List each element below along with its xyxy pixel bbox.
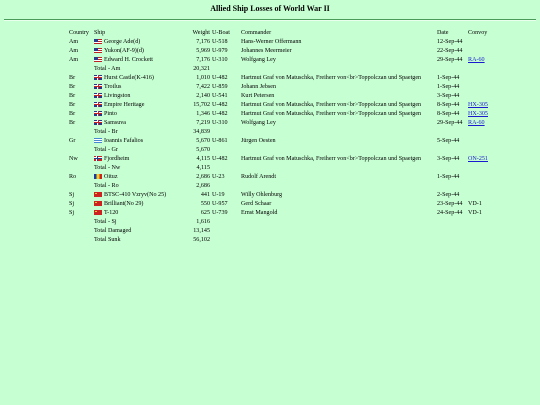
uk-flag-icon [94, 111, 102, 116]
ship-name: Brilliant(No 29) [104, 201, 144, 207]
empty-cell [69, 227, 94, 236]
convoy-link[interactable]: RA-60 [468, 120, 485, 126]
weight-cell: 2,140 [196, 93, 210, 99]
convoy-cell [467, 119, 498, 128]
total-label: Total Damaged [94, 228, 132, 234]
header-convoy: Convoy [468, 30, 488, 36]
ship-cell [94, 173, 174, 182]
commander-cell: Gerd Schaar [241, 201, 272, 207]
commander-cell: Ernst Mangold [241, 210, 278, 216]
country-cell: Br [69, 102, 76, 108]
uk-flag-icon [94, 120, 102, 125]
empty-cell [239, 218, 437, 227]
commander-cell: Wolfgang Ley [241, 57, 276, 63]
empty-cell [210, 182, 239, 191]
weight-cell: 7,422 [196, 84, 210, 90]
table-row [69, 110, 498, 119]
table-row [69, 191, 498, 200]
table-row [69, 200, 498, 209]
header-country: Country [69, 30, 89, 36]
total-weight: 2,686 [196, 183, 210, 189]
uk-flag-icon [94, 102, 102, 107]
header-date: Date [437, 30, 449, 36]
header-weight: Weight [192, 30, 210, 36]
uboat-cell: U-859 [212, 84, 228, 90]
weight-cell: 7,176 [196, 57, 210, 63]
total-row [69, 146, 498, 155]
ship-cell [94, 137, 174, 146]
uboat-cell: U-979 [212, 48, 228, 54]
total-label: Total - Am [94, 66, 121, 72]
us-flag-icon [94, 48, 102, 53]
empty-cell [437, 218, 467, 227]
ship-name: George Ade(d) [104, 39, 141, 45]
uboat-cell: U-518 [212, 39, 228, 45]
uboat-cell: U-310 [212, 120, 228, 126]
commander-cell: Hartmut Graf von Matuschka, Freiherr von<br>Toppolczan und Spaetgen [241, 111, 422, 117]
country-cell: Sj [69, 192, 75, 198]
commander-cell: Hans-Werner Offermann [241, 39, 302, 45]
weight-cell: 4,115 [196, 156, 210, 162]
empty-cell [210, 146, 239, 155]
table-row [69, 92, 498, 101]
uboat-cell: U-957 [212, 201, 228, 207]
empty-cell [69, 146, 94, 155]
country-cell: Br [69, 75, 76, 81]
convoy-cell [467, 56, 498, 65]
total-label: Total - Nw [94, 165, 121, 171]
ship-name: Empire Heritage [104, 102, 145, 108]
empty-cell [467, 128, 498, 137]
uboat-cell: U-19 [212, 192, 225, 198]
weight-cell: 7,219 [196, 120, 210, 126]
weight-cell: 550 [200, 201, 210, 207]
ship-cell [94, 119, 174, 128]
table-row [69, 47, 498, 56]
commander-cell: Willy Ohlenburg [241, 192, 283, 198]
empty-cell [467, 218, 498, 227]
uboat-cell: U-23 [212, 174, 225, 180]
empty-cell [467, 236, 498, 245]
commander-cell: Wolfgang Ley [241, 120, 276, 126]
date-cell: 8-Sep-44 [437, 111, 460, 117]
ship-name: Oituz [104, 174, 118, 180]
ship-cell [94, 200, 174, 209]
ship-cell [94, 191, 174, 200]
uboat-cell: U-541 [212, 93, 228, 99]
convoy-link[interactable]: ON-251 [468, 156, 488, 162]
empty-cell [467, 164, 498, 173]
ship-cell [94, 56, 174, 65]
norway-flag-icon [94, 156, 102, 161]
empty-cell [239, 182, 437, 191]
weight-cell: 1,010 [196, 75, 210, 81]
country-cell: Br [69, 93, 76, 99]
empty-cell [210, 227, 239, 236]
convoy-cell [467, 74, 498, 83]
ship-name: Troilus [104, 84, 122, 90]
empty-cell [239, 236, 437, 245]
empty-cell [239, 227, 437, 236]
ship-name: Hurst Castle(K-416) [104, 75, 154, 81]
country-cell: Am [69, 48, 79, 54]
empty-cell [210, 218, 239, 227]
empty-cell [239, 65, 437, 74]
empty-cell [437, 146, 467, 155]
uboat-cell: U-861 [212, 138, 228, 144]
uboat-cell: U-739 [212, 210, 228, 216]
date-cell: 29-Sep-44 [437, 120, 463, 126]
ship-cell [94, 155, 174, 164]
date-cell: 2-Sep-44 [437, 192, 460, 198]
ship-name: Fjordheim [104, 156, 130, 162]
total-row [69, 236, 498, 245]
ship-cell [94, 101, 174, 110]
country-cell: Am [69, 39, 79, 45]
total-row [69, 218, 498, 227]
table-header-row [69, 29, 498, 38]
total-row [69, 182, 498, 191]
page-title: Allied Ship Losses of World War II [210, 4, 330, 13]
convoy-cell [467, 101, 498, 110]
commander-cell: Jürgen Oesten [241, 138, 276, 144]
ship-name: Livingston [104, 93, 131, 99]
ship-losses-table [69, 29, 498, 245]
date-cell: 12-Sep-44 [437, 39, 463, 45]
date-cell: 5-Sep-44 [437, 138, 460, 144]
empty-cell [69, 182, 94, 191]
country-cell: Gr [69, 138, 76, 144]
country-cell: Am [69, 57, 79, 63]
date-cell: 1-Sep-44 [437, 75, 460, 81]
total-label: Total Sunk [94, 237, 121, 243]
weight-cell: 15,702 [193, 102, 210, 108]
empty-cell [210, 65, 239, 74]
romania-flag-icon [94, 174, 102, 179]
empty-cell [239, 146, 437, 155]
empty-cell [467, 146, 498, 155]
empty-cell [239, 128, 437, 137]
date-cell: 24-Sep-44 [437, 210, 463, 216]
uk-flag-icon [94, 75, 102, 80]
empty-cell [467, 65, 498, 74]
total-row [69, 128, 498, 137]
ussr-flag-icon [94, 210, 102, 215]
ship-name: Pinto [104, 111, 117, 117]
convoy-link[interactable]: RA-60 [468, 57, 485, 63]
empty-cell [69, 164, 94, 173]
country-cell: Nw [69, 156, 78, 162]
convoy-cell [467, 110, 498, 119]
empty-cell [210, 128, 239, 137]
empty-cell [437, 227, 467, 236]
convoy-cell [467, 83, 498, 92]
empty-cell [467, 182, 498, 191]
convoy-link[interactable]: HX-305 [468, 111, 488, 117]
empty-cell [437, 164, 467, 173]
convoy-cell [467, 92, 498, 101]
ship-name: Ioannis Fafalios [104, 138, 144, 144]
ship-cell [94, 83, 174, 92]
commander-cell: Johannes Meermeier [241, 48, 292, 54]
empty-cell [239, 164, 437, 173]
ship-cell [94, 209, 174, 218]
table-row [69, 173, 498, 182]
table-row [69, 155, 498, 164]
total-label: Total - Gr [94, 147, 118, 153]
uboat-cell: U-310 [212, 57, 228, 63]
ship-name: Samsuva [104, 120, 127, 126]
total-weight: 34,839 [193, 129, 210, 135]
country-cell: Sj [69, 210, 75, 216]
ussr-flag-icon [94, 201, 102, 206]
uboat-cell: U-482 [212, 102, 228, 108]
table-row [69, 209, 498, 218]
us-flag-icon [94, 57, 102, 62]
table-row [69, 101, 498, 110]
total-row [69, 65, 498, 74]
total-row [69, 227, 498, 236]
total-weight: 20,321 [193, 66, 210, 72]
weight-cell: 625 [200, 210, 210, 216]
convoy-link[interactable]: HX-305 [468, 102, 488, 108]
empty-cell [437, 236, 467, 245]
convoy-cell: VD-1 [468, 201, 482, 207]
commander-cell: Hartmut Graf von Matuschka, Freiherr von<br>Toppolczan und Spaetgen [241, 75, 422, 81]
header-ship: Ship [94, 30, 106, 36]
weight-cell: 2,686 [196, 174, 210, 180]
convoy-cell [467, 38, 498, 47]
date-cell: 1-Sep-44 [437, 84, 460, 90]
date-cell: 3-Sep-44 [437, 93, 460, 99]
total-weight: 4,115 [196, 165, 210, 171]
commander-cell: Johann Jebsen [241, 84, 277, 90]
total-weight: 56,102 [193, 237, 210, 243]
convoy-cell [467, 155, 498, 164]
table-row [69, 74, 498, 83]
total-weight: 5,670 [196, 147, 210, 153]
horizontal-rule [4, 19, 536, 21]
total-label: Total - Ro [94, 183, 119, 189]
commander-cell: Hartmut Graf von Matuschka, Freiherr von<br>Toppolczan und Spaetgen [241, 156, 422, 162]
total-weight: 13,145 [193, 228, 210, 234]
ussr-flag-icon [94, 192, 102, 197]
date-cell: 8-Sep-44 [437, 102, 460, 108]
us-flag-icon [94, 39, 102, 44]
table-row [69, 56, 498, 65]
header-commander: Commander [241, 30, 272, 36]
table-row [69, 83, 498, 92]
country-cell: Ro [69, 174, 77, 180]
empty-cell [437, 128, 467, 137]
uboat-cell: U-482 [212, 75, 228, 81]
empty-cell [69, 128, 94, 137]
empty-cell [69, 218, 94, 227]
empty-cell [437, 65, 467, 74]
total-label: Total - Br [94, 129, 118, 135]
table-body [69, 38, 498, 245]
commander-cell: Rudolf Arendt [241, 174, 277, 180]
ship-cell [94, 47, 174, 56]
date-cell: 1-Sep-44 [437, 174, 460, 180]
country-cell: Br [69, 111, 76, 117]
empty-cell [437, 182, 467, 191]
country-cell: Br [69, 120, 76, 126]
total-row [69, 164, 498, 173]
convoy-cell [467, 47, 498, 56]
country-cell: Sj [69, 201, 75, 207]
table-row [69, 38, 498, 47]
ship-name: Edward H. Crockett [104, 57, 153, 63]
empty-cell [210, 164, 239, 173]
ship-name: Yukon(AF-9)(d) [104, 48, 144, 54]
convoy-cell: VD-1 [468, 210, 482, 216]
empty-cell [467, 227, 498, 236]
uk-flag-icon [94, 84, 102, 89]
country-cell: Br [69, 84, 76, 90]
weight-cell: 5,670 [196, 138, 210, 144]
weight-cell: 7,176 [196, 39, 210, 45]
ship-name: T-120 [104, 210, 119, 216]
ship-cell [94, 74, 174, 83]
date-cell: 22-Sep-44 [437, 48, 463, 54]
empty-cell [69, 236, 94, 245]
convoy-cell [467, 137, 498, 146]
ship-cell [94, 38, 174, 47]
empty-cell [210, 236, 239, 245]
total-weight: 1,616 [196, 219, 210, 225]
table-row [69, 119, 498, 128]
commander-cell: Kurt Petersen [241, 93, 275, 99]
uboat-cell: U-482 [212, 156, 228, 162]
commander-cell: Hartmut Graf von Matuschka, Freiherr von<br>Toppolczan und Spaetgen [241, 102, 422, 108]
date-cell: 29-Sep-44 [437, 57, 463, 63]
date-cell: 3-Sep-44 [437, 156, 460, 162]
greece-flag-icon [94, 138, 102, 143]
uboat-cell: U-482 [212, 111, 228, 117]
uk-flag-icon [94, 93, 102, 98]
ship-cell [94, 110, 174, 119]
ship-cell [94, 92, 174, 101]
weight-cell: 441 [200, 192, 210, 198]
header-uboat: U-Boat [212, 30, 230, 36]
weight-cell: 5,969 [196, 48, 210, 54]
date-cell: 23-Sep-44 [437, 201, 463, 207]
convoy-cell [467, 191, 498, 200]
convoy-cell [467, 173, 498, 182]
empty-cell [69, 65, 94, 74]
ship-name: BTSC-410 Vzryv(No 25) [104, 192, 167, 198]
total-label: Total - Sj [94, 219, 117, 225]
weight-cell: 1,346 [196, 111, 210, 117]
table-row [69, 137, 498, 146]
